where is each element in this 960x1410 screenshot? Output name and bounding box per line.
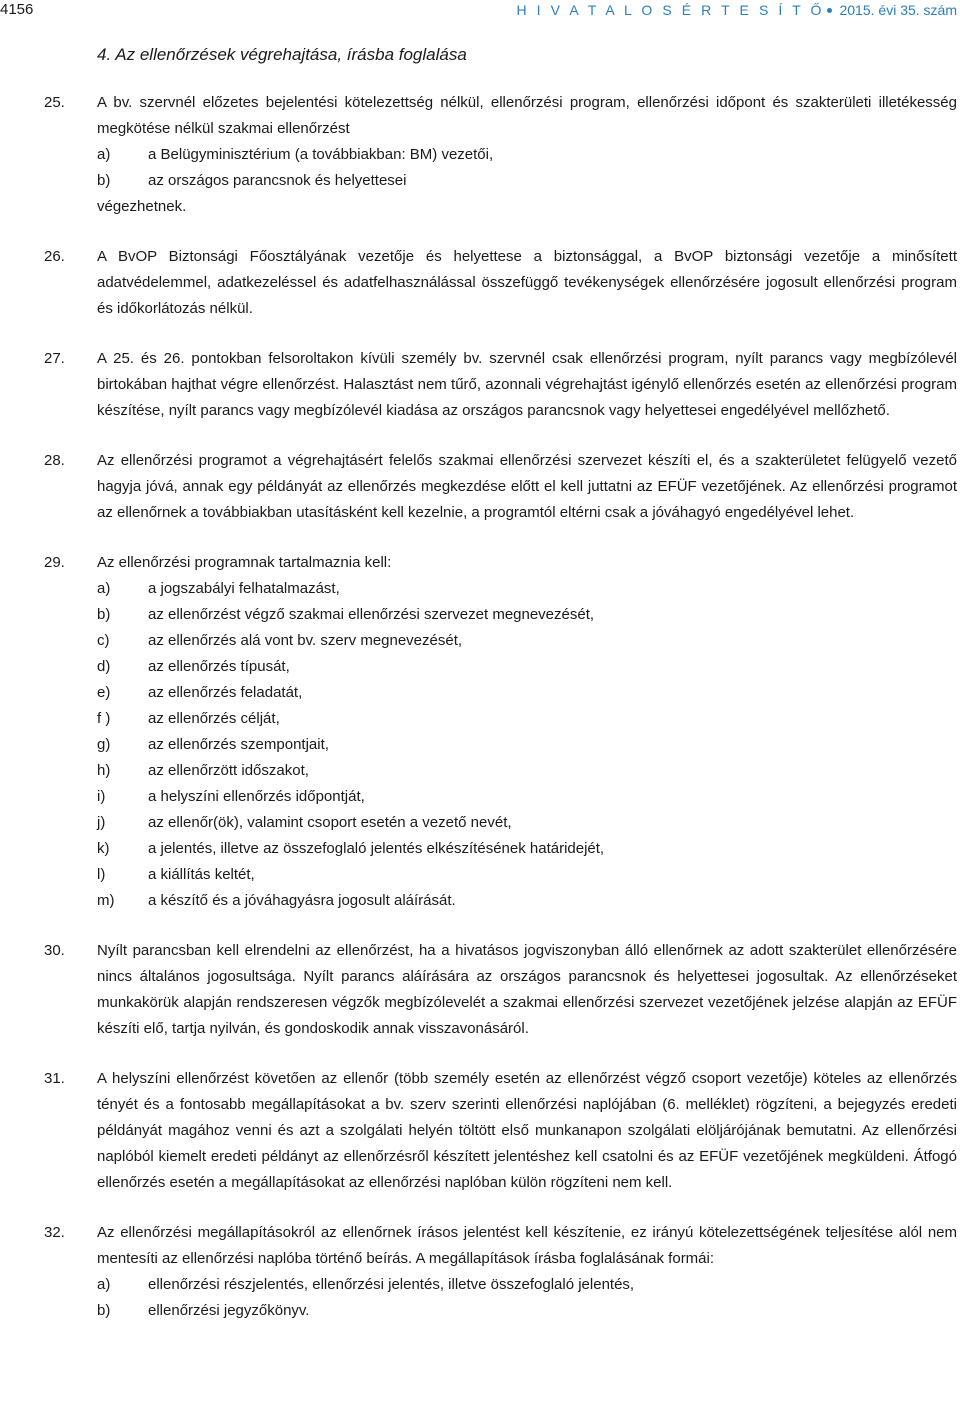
paragraph-number: 26.: [44, 248, 65, 265]
item-text: az országos parancsnok és helyettesei: [148, 172, 407, 189]
item-label: g): [97, 736, 111, 753]
item-text: ellenőrzési jegyzőkönyv.: [148, 1302, 310, 1319]
list-item: [97, 168, 957, 194]
item-text: a kiállítás keltét,: [148, 866, 255, 883]
item-label: c): [97, 632, 110, 649]
item-label: b): [97, 606, 111, 623]
paragraph-number: 28.: [44, 452, 65, 469]
item-text: az ellenőr(ök), valamint csoport esetén a vezető nevét,: [148, 814, 512, 831]
paragraph-32: [0, 1220, 960, 1324]
item-text: a készítő és a jóváhagyásra jogosult aláírását.: [148, 892, 456, 909]
list-item: [97, 810, 957, 836]
paragraph-text: A bv. szervnél előzetes bejelentési kötelezettség nélkül, ellenőrzési program, ellenőrzési időpont és szakterületi illetékesség megkötése nélkül szakmai ellenőrzést: [97, 94, 957, 137]
list-item: [97, 576, 957, 602]
item-label: a): [97, 146, 111, 163]
item-text: a helyszíni ellenőrzés időpontját,: [148, 788, 365, 805]
journal-name: H I V A T A L O S É R T E S Í T Ő: [516, 2, 825, 18]
separator-dot-icon: [827, 8, 832, 13]
paragraph-closing: végezhetnek.: [97, 198, 187, 215]
item-text: a jogszabályi felhatalmazást,: [148, 580, 340, 597]
paragraph-number: 32.: [44, 1224, 65, 1241]
list-item: [97, 888, 957, 914]
paragraph-27: [0, 346, 960, 424]
item-label: e): [97, 684, 111, 701]
item-text: az ellenőrzés szempontjait,: [148, 736, 329, 753]
paragraph-26: [0, 244, 960, 322]
item-text: az ellenőrzés feladatát,: [148, 684, 303, 701]
sub-list: [97, 1272, 957, 1324]
page-header: [0, 0, 960, 22]
list-item: [97, 784, 957, 810]
item-label: b): [97, 1302, 111, 1319]
paragraph-gap: [0, 914, 960, 938]
item-label: k): [97, 840, 110, 857]
section-title: 4. Az ellenőrzések végrehajtása, írásba foglalása: [97, 45, 467, 64]
paragraph-31: [0, 1066, 960, 1196]
item-text: az ellenőrzés célját,: [148, 710, 280, 727]
item-label: d): [97, 658, 111, 675]
item-label: b): [97, 172, 111, 189]
paragraph-29: [0, 550, 960, 914]
list-item: [97, 732, 957, 758]
list-item: [97, 680, 957, 706]
item-label: m): [97, 892, 115, 909]
item-label: a): [97, 1276, 111, 1293]
item-text: ellenőrzési részjelentés, ellenőrzési jelentés, illetve összefoglaló jelentés,: [148, 1276, 635, 1293]
item-text: az ellenőrzött időszakot,: [148, 762, 309, 779]
list-item: [97, 862, 957, 888]
paragraph-gap: [0, 220, 960, 244]
paragraph-text: Az ellenőrzési programnak tartalmaznia kell:: [97, 554, 392, 571]
paragraph-text: Az ellenőrzési megállapításokról az ellenőrnek írásos jelentést kell készítenie, ez irányú kötelezettségének teljesítése alól nem mentesíti az ellenőrzési naplóba történő beírás. A megállapítások írásba foglalásának formái:: [97, 1224, 957, 1267]
page-number: 4156: [0, 1, 34, 18]
list-item: [97, 628, 957, 654]
sub-list: [97, 142, 957, 194]
paragraph-text: A 25. és 26. pontokban felsoroltakon kívüli személy bv. szervnél csak ellenőrzési program, nyílt parancs vagy megbízólevél birtokában hajthat végre ellenőrzést. Halasztást nem tűrő, azonnali végrehajtást igénylő ellenőrzés esetén az ellenőrzési program készítése, nyílt parancs vagy megbízólevél kiadása az országos parancsnok vagy helyettesei engedélyével mellőzhető.: [97, 350, 957, 419]
list-item: [97, 758, 957, 784]
paragraph-text: Nyílt parancsban kell elrendelni az ellenőrzést, ha a hivatásos jogviszonyban álló ellenőrnek az adott szakterület ellenőrzésére nincs általános jogosultsága. Nyílt parancs aláírására az országos parancsnok és helyettesei jogosultak. Az ellenőrzéseket munkakörük alapján rendszeresen végzők megbízólevelét a szakmai ellenőrzési szervezet vezetőjének jelzése alapján az EFÜF készíti elő, tartja nyilván, és gondoskodik annak visszavonásáról.: [97, 942, 957, 1037]
paragraph-28: [0, 448, 960, 526]
paragraph-number: 31.: [44, 1070, 65, 1087]
list-item: [97, 1272, 957, 1298]
item-label: f ): [97, 710, 111, 727]
paragraph-gap: [0, 424, 960, 448]
list-item: [97, 836, 957, 862]
paragraph-30: [0, 938, 960, 1042]
paragraph-text: Az ellenőrzési programot a végrehajtásért felelős szakmai ellenőrzési szervezet készíti el, és a szakterületet felügyelő vezető hagyja jóvá, annak egy példányát az ellenőrzés megkezdése előtt el kell juttatni az EFÜF vezetőjének. Az ellenőrzési programot az ellenőrnek a továbbiakban utasításként kell kezelnie, a programtól eltérni csak a jóváhagyó engedélyével lehet.: [97, 452, 957, 521]
paragraph-text: A helyszíni ellenőrzést követően az ellenőr (több személy esetén az ellenőrzést végző csoport vezetője) köteles az ellenőrzés tényét és a fontosabb megállapításokat a bv. szerv szerinti ellenőrzési naplójában (6. melléklet) rögzíteni, a bejegyzés eredeti példányát magához venni és azt a szolgálati helyén töltött első munkanapon szolgálati elöljárójának bemutatni. Az ellenőrzési naplóból kiemelt eredeti példányt az ellenőrzésről készített jelentéshez kell csatolni és az EFÜF vezetőjének megküldeni. Átfogó ellenőrzés esetén a megállapításokat az ellenőrzési naplóban külön rögzíteni nem kell.: [97, 1070, 957, 1191]
journal-masthead: [516, 0, 957, 20]
paragraph-gap: [0, 1042, 960, 1066]
paragraph-number: 25.: [44, 94, 65, 111]
item-text: az ellenőrzés típusát,: [148, 658, 290, 675]
document-body: [0, 90, 960, 1324]
item-label: h): [97, 762, 111, 779]
item-label: j): [97, 814, 106, 831]
paragraph-number: 29.: [44, 554, 65, 571]
list-item: [97, 602, 957, 628]
paragraph-gap: [0, 322, 960, 346]
item-text: az ellenőrzést végző szakmai ellenőrzési szervezet megnevezését,: [148, 606, 595, 623]
item-text: az ellenőrzés alá vont bv. szerv megnevezését,: [148, 632, 463, 649]
issue-number: 2015. évi 35. szám: [839, 2, 957, 18]
paragraph-text: A BvOP Biztonsági Főosztályának vezetője és helyettese a biztonsággal, a BvOP biztonsági vezetője a minősített adatvédelemmel, adatkezeléssel és adatfelhasználással összefüggő tevékenységek ellenőrzésére jogosult ellenőrzési program és időkorlátozás nélkül.: [97, 248, 957, 317]
list-item: [97, 706, 957, 732]
paragraph-25: [0, 90, 960, 220]
paragraph-gap: [0, 526, 960, 550]
item-label: a): [97, 580, 111, 597]
sub-list: [97, 576, 957, 914]
item-text: a jelentés, illetve az összefoglaló jelentés elkészítésének határidejét,: [148, 840, 605, 857]
item-label: l): [97, 866, 106, 883]
list-item: [97, 142, 957, 168]
list-item: [97, 654, 957, 680]
item-text: a Belügyminisztérium (a továbbiakban: BM) vezetői,: [148, 146, 494, 163]
paragraph-gap: [0, 1196, 960, 1220]
list-item: [97, 1298, 957, 1324]
paragraph-number: 27.: [44, 350, 65, 367]
item-label: i): [97, 788, 106, 805]
paragraph-number: 30.: [44, 942, 65, 959]
